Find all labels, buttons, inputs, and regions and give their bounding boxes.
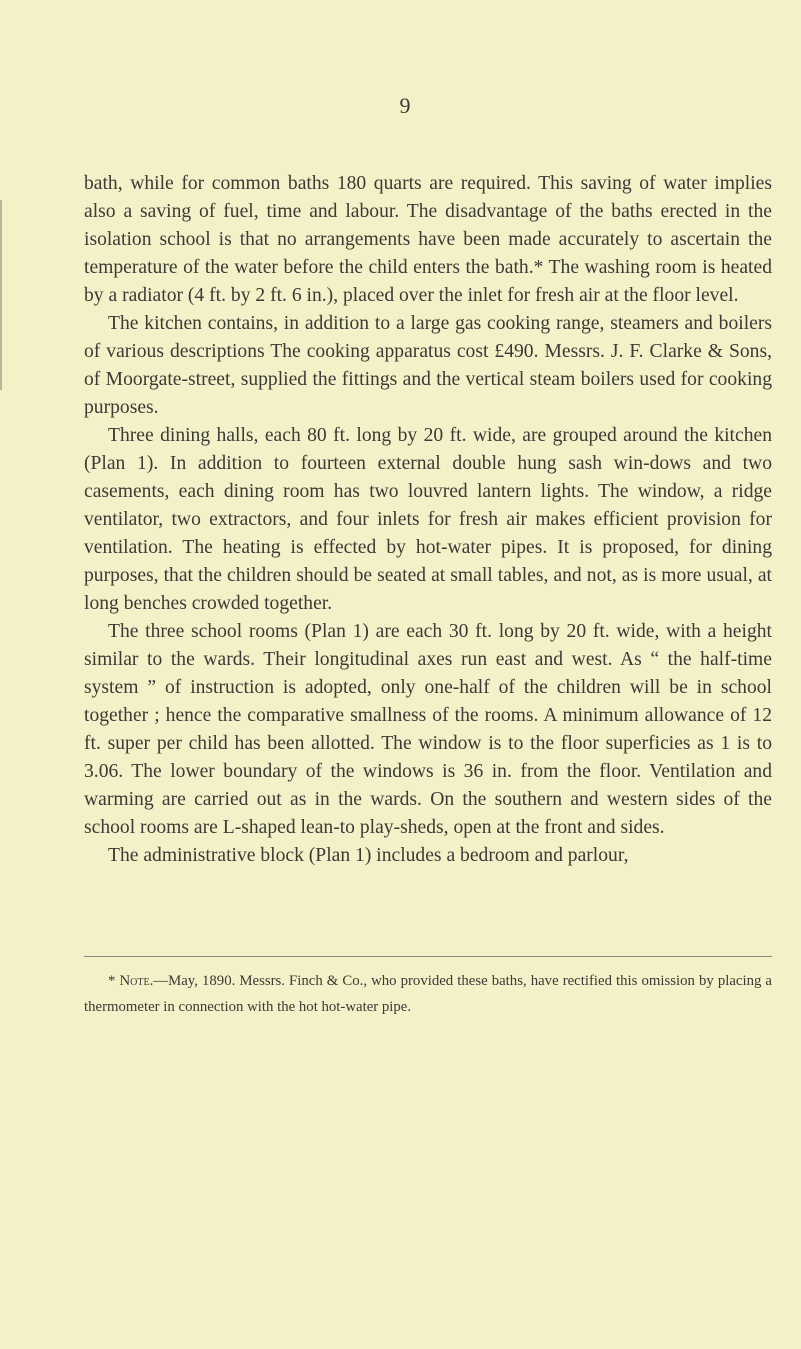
paragraph-school-rooms: The three school rooms (Plan 1) are each 30 ft. long by 20 ft. wide, with a height similar to the wards. Their longitudinal axes run east and west. As “ the half-time system ” of instruction is adopted, only one-half of the children will be in school together ; hence the comparative smallness of the rooms. A minimum allowance of 12 ft. super per child has been allotted. The window is to the floor superficies as 1 is to 3.06. The lower boundary of the windows is 36 in. from the floor. Ventilation and warming are carried out as in the wards. On the southern and western sides of the school rooms are L-shaped lean-to play-sheds, open at the front and sides. — [84, 621, 772, 838]
paragraph-baths: bath, while for common baths 180 quarts are required. This saving of water implies also a saving of fuel, time and labour. The disadvantage of the baths erected in the isolation school is that no arrangements have been made accurately to ascertain the temperature of the water before the child enters the bath.* The washing room is heated by a radiator (4 ft. by 2 ft. 6 in.), placed over the inlet for fresh air at the floor level. — [84, 173, 772, 306]
footnote-text: —May, 1890. Messrs. Finch & Co., who provided these baths, have rectified this omission by placing a thermometer in connection with the hot hot-water pipe. — [84, 973, 772, 1015]
page-number: 9 — [399, 93, 411, 118]
footnote-label: * Note. — [108, 973, 154, 989]
body-text — [84, 170, 772, 870]
footnote-divider — [84, 956, 772, 957]
paragraph-dining-halls: Three dining halls, each 80 ft. long by 20 ft. wide, are grouped around the kitchen (Plan 1). In addition to fourteen external double hung sash win-dows and two casements, each dining room has two louvred lantern lights. The window, a ridge ventilator, two extractors, and four inlets for fresh air makes efficient provision for ventilation. The heating is effected by hot-water pipes. It is proposed, for dining purposes, that the children should be seated at small tables, and not, as is more usual, at long benches crowded together. — [84, 425, 772, 614]
page-edge-shadow — [0, 200, 2, 390]
footnote — [84, 968, 772, 1020]
paragraph-administrative-block: The administrative block (Plan 1) includes a bedroom and parlour, — [108, 845, 629, 866]
paragraph-kitchen: The kitchen contains, in addition to a large gas cooking range, steamers and boilers of various descriptions The cooking apparatus cost £490. Messrs. J. F. Clarke & Sons, of Moorgate-street, supplied the fittings and the vertical steam boilers used for cooking purposes. — [84, 313, 772, 418]
